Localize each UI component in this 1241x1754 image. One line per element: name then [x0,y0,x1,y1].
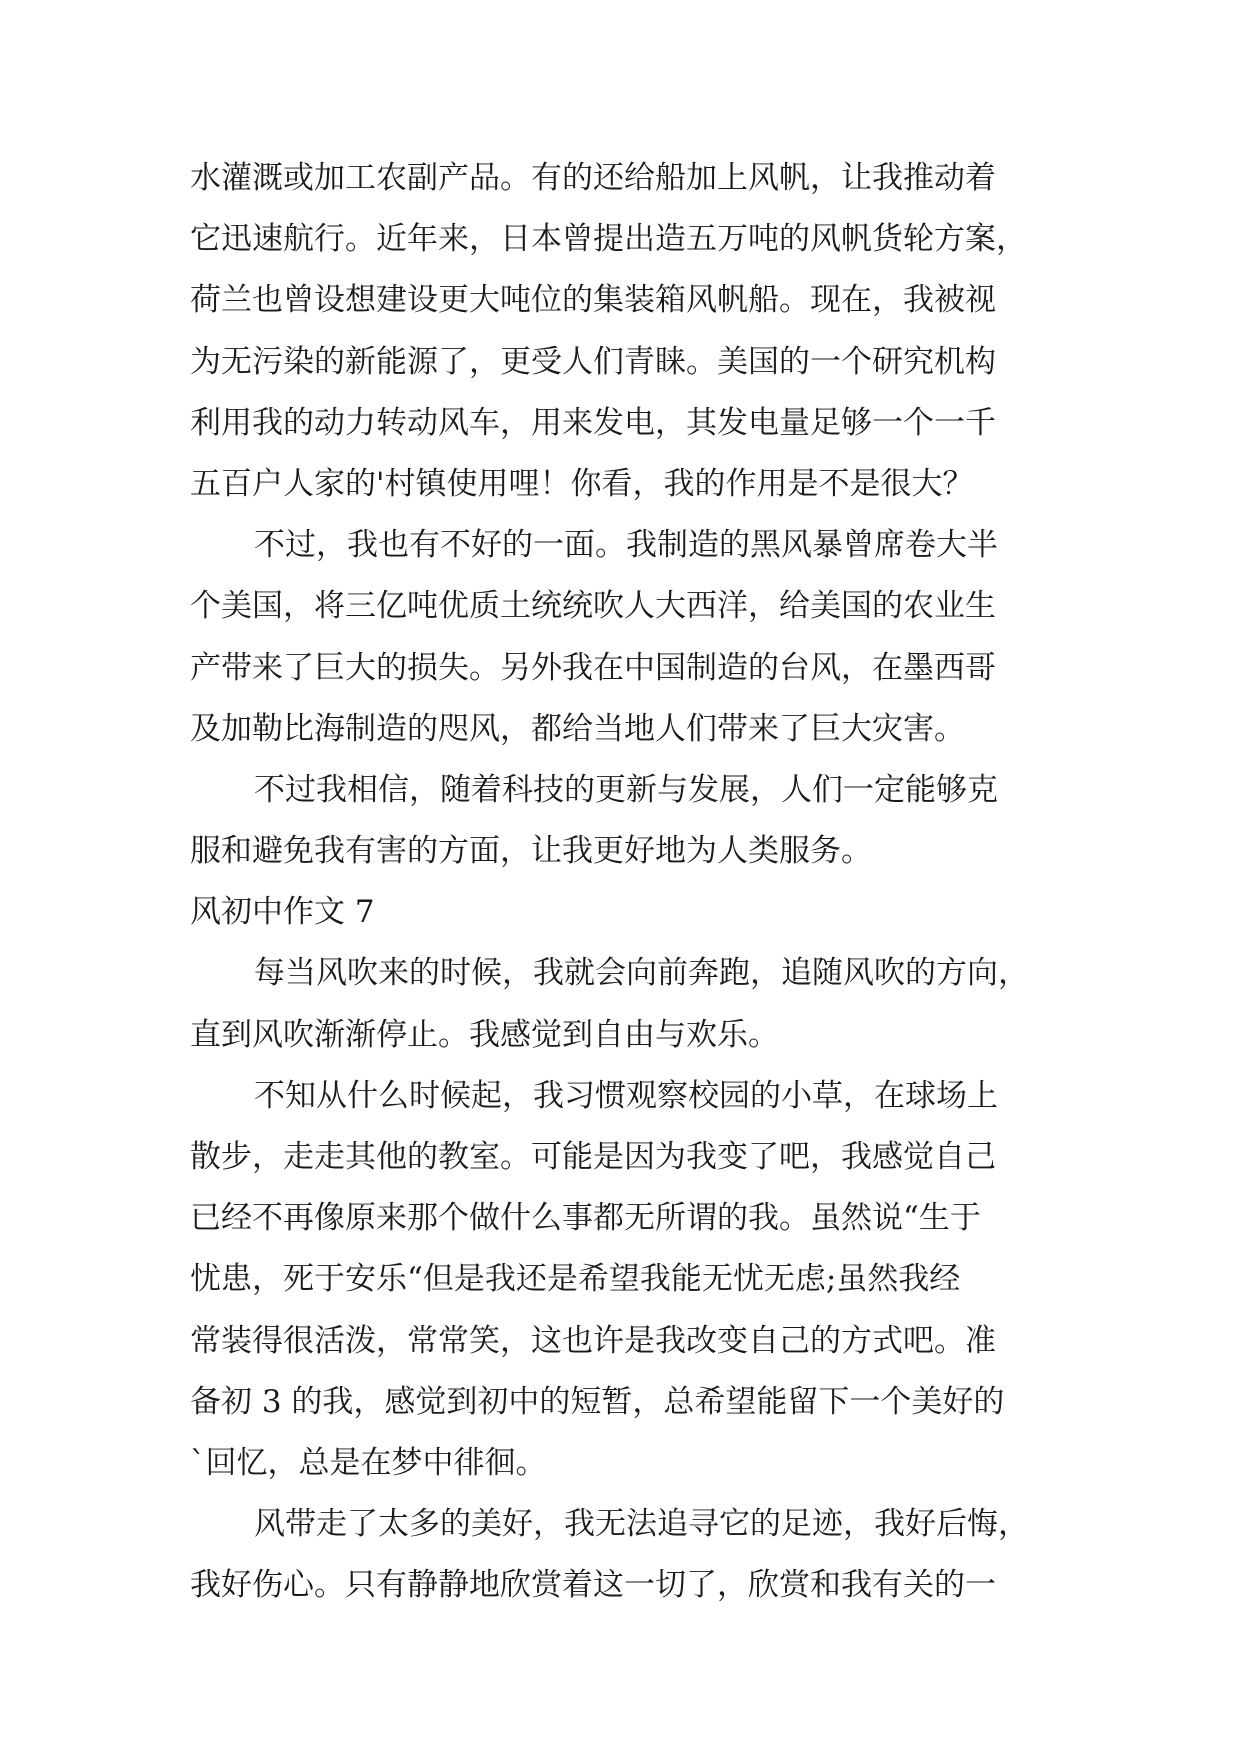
text-line: 产带来了巨大的损失。另外我在中国制造的台风，在墨西哥 [190,649,996,686]
text-line: 及加勒比海制造的咫风，都给当地人们带来了巨大灾害。 [190,710,965,747]
body-text [190,148,1060,1617]
text-line: `回忆，总是在梦中徘徊。 [190,1444,547,1481]
paragraph-start-line: 不知从什么时候起，我习惯观察校园的小草，在球场上 [254,1077,998,1114]
paragraph-start-line: 风带走了太多的美好，我无法追寻它的足迹，我好后悔， [254,1506,1029,1543]
text-line: 利用我的动力转动风车，用来发电，其发电量足够一个一千 [190,404,996,441]
text-line: 已经不再像原来那个做什么事都无所谓的我。虽然说“生于 [190,1200,981,1237]
text-line: 水灌溉或加工农副产品。有的还给船加上风帆，让我推动着 [190,160,996,196]
section-heading: 风初中作文 7 [190,894,375,931]
text-line: 散步，走走其他的教室。可能是因为我变了吧，我感觉自己 [190,1139,996,1175]
text-line: 服和避免我有害的方面，让我更好地为人类服务。 [190,833,872,870]
text-line: 它迅速航行。近年来，日本曾提出造五万吨的风帆货轮方案， [190,221,1027,258]
text-line: 五百户人家的'村镇使用哩！你看，我的作用是不是很大？ [190,465,974,502]
text-line: 常装得很活泼，常常笑，这也许是我改变自己的方式吧。准 [190,1322,996,1359]
paragraph-start-line: 每当风吹来的时候，我就会向前奔跑，追随风吹的方向， [254,955,1029,992]
text-line: 忧患，死于安乐“但是我还是希望我能无忧无虑;虽然我经 [190,1261,961,1298]
paragraph-start-line: 不过我相信，随着科技的更新与发展，人们一定能够克 [254,771,998,808]
paragraph-start-line: 不过，我也有不好的一面。我制造的黑风暴曾席卷大半 [254,527,998,564]
text-line: 直到风吹渐渐停止。我感觉到自由与欢乐。 [190,1016,779,1053]
text-line: 备初 3 的我，感觉到初中的短暂，总希望能留下一个美好的 [190,1383,1005,1420]
text-line: 个美国，将三亿吨优质土统统吹人大西洋，给美国的农业生 [190,588,996,625]
text-line: 为无污染的新能源了，更受人们青睐。美国的一个研究机构 [190,343,996,380]
text-line: 我好伤心。只有静静地欣赏着这一切了，欣赏和我有关的一 [190,1567,996,1604]
text-line: 荷兰也曾设想建设更大吨位的集装箱风帆船。现在，我被视 [190,282,996,319]
